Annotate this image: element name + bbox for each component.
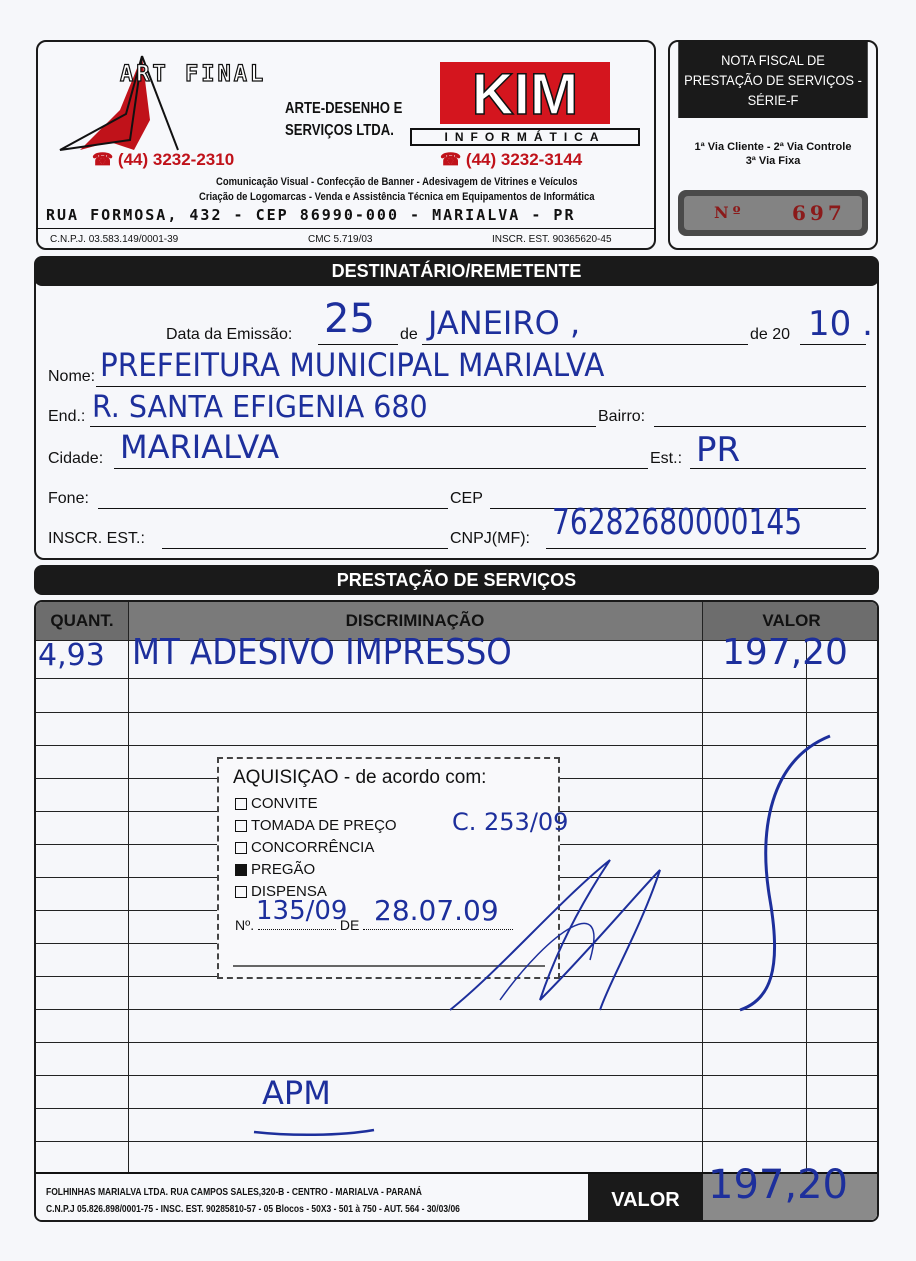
company-name-line2: SERVIÇOS LTDA. bbox=[285, 122, 394, 139]
invoice-copies bbox=[670, 140, 876, 168]
invoice-number: 697 bbox=[792, 201, 846, 225]
stamp-option-concorrencia-label: CONCORRÊNCIA bbox=[251, 839, 375, 856]
services-description-1: Comunicação Visual - Confecção de Banner - Adesivagem de Vitrines e Veículos bbox=[216, 176, 578, 188]
hw-stamp-no: 135/09 bbox=[256, 896, 348, 926]
hw-tomada-value: C. 253/09 bbox=[452, 808, 569, 836]
stamp-option-pregao-label: PREGÃO bbox=[251, 861, 316, 878]
stamp-option-tomada bbox=[235, 817, 397, 834]
company-name-line1: ARTE-DESENHO E bbox=[285, 100, 403, 117]
stamp-option-concorrencia bbox=[235, 839, 374, 856]
hw-name: PREFEITURA MUNICIPAL MARIALVA bbox=[100, 346, 605, 384]
hw-state: PR bbox=[696, 430, 741, 470]
signature-underline-icon bbox=[250, 1120, 380, 1140]
hw-city: MARIALVA bbox=[120, 428, 280, 466]
hw-address: R. SANTA EFIGENIA 680 bbox=[92, 390, 428, 425]
cnpj-label: CNPJ(MF): bbox=[450, 530, 530, 547]
phone-right: ☎ (44) 3232-3144 bbox=[440, 150, 583, 169]
stamp-option-convite-label: CONVITE bbox=[251, 795, 318, 812]
hw-year: 10 . bbox=[808, 304, 873, 344]
address-label: End.: bbox=[48, 408, 86, 425]
invoice-number-plate bbox=[678, 190, 868, 236]
kim-informatica: INFORMÁTICA bbox=[410, 128, 640, 146]
printer-info-line1: FOLHINHAS MARIALVA LTDA. RUA CAMPOS SALES,320-B - CENTRO - MARIALVA - PARANÁ bbox=[46, 1187, 422, 1198]
stamp-title: AQUISIÇAO - de acordo com: bbox=[233, 767, 487, 788]
invoice-number-inner bbox=[684, 196, 862, 230]
company-name bbox=[285, 98, 402, 142]
company-inscr: INSCR. EST. 90365620-45 bbox=[492, 234, 612, 245]
invoice-copies-line2: 3ª Via Fixa bbox=[745, 155, 801, 167]
hw-item-desc: MT ADESIVO IMPRESSO bbox=[132, 632, 512, 673]
name-label: Nome: bbox=[48, 368, 96, 385]
stamp-no-label: Nº. bbox=[235, 917, 255, 933]
signature-scribble-icon bbox=[440, 730, 860, 1040]
stamp-option-tomada-label: TOMADA DE PREÇO bbox=[251, 817, 397, 834]
company-cmc: CMC 5.719/03 bbox=[308, 234, 373, 245]
kim-logo-icon bbox=[440, 62, 610, 124]
hw-total-valor: 197,20 bbox=[708, 1162, 848, 1208]
invoice-copies-line1: 1ª Via Cliente - 2ª Via Controle bbox=[694, 141, 852, 153]
hw-item-quant: 4,93 bbox=[38, 638, 105, 673]
stamp-option-convite bbox=[235, 795, 318, 812]
phone-left: ☎ (44) 3232-2310 bbox=[92, 150, 235, 169]
col-quant-header: QUANT. bbox=[36, 602, 128, 640]
inscr-est-label: INSCR. EST.: bbox=[48, 530, 145, 547]
phone-right-number: (44) 3232-3144 bbox=[465, 150, 583, 169]
col-desc-header: DISCRIMINAÇÃO bbox=[128, 602, 702, 640]
issue-date-year-label: de 20 bbox=[750, 326, 791, 343]
issue-date-de-label: de bbox=[400, 326, 418, 343]
total-label: VALOR bbox=[588, 1174, 703, 1222]
hw-day: 25 bbox=[324, 296, 375, 342]
services-section-title: PRESTAÇÃO DE SERVIÇOS bbox=[34, 565, 879, 595]
issue-date-label: Data da Emissão: bbox=[166, 326, 293, 343]
hw-signature-note: APM bbox=[262, 1074, 331, 1112]
phone-label: Fone: bbox=[48, 490, 89, 507]
hw-month: JANEIRO , bbox=[428, 304, 581, 342]
services-description-2: Criação de Logomarcas - Venda e Assistência Técnica em Equipamentos de Informática bbox=[199, 191, 595, 203]
cep-label: CEP bbox=[450, 490, 483, 507]
invoice-number-box bbox=[668, 40, 878, 250]
art-final-logo-text: ART FINAL bbox=[120, 62, 267, 87]
stamp-option-dispensa-label: DISPENSA bbox=[251, 883, 327, 900]
state-label: Est.: bbox=[650, 450, 683, 467]
hw-stamp-date: 28.07.09 bbox=[374, 894, 499, 927]
recipient-section-title: DESTINATÁRIO/REMETENTE bbox=[34, 256, 879, 286]
kim-logo-text: KIM bbox=[471, 62, 579, 124]
stamp-option-pregao bbox=[235, 861, 315, 878]
phone-left-number: (44) 3232-2310 bbox=[117, 150, 235, 169]
printer-info bbox=[46, 1184, 460, 1218]
invoice-title: NOTA FISCAL DE PRESTAÇÃO DE SERVIÇOS - SÉRIE-F bbox=[678, 42, 868, 118]
district-label: Bairro: bbox=[598, 408, 646, 425]
printer-info-line2: C.N.P.J 05.826.898/0001-75 - INSC. EST. 90285810-57 - 05 Blocos - 50X3 - 501 à 750 - AUT. 564 - 30/03/06 bbox=[46, 1204, 460, 1215]
invoice-number-label: Nº bbox=[714, 203, 745, 222]
city-label: Cidade: bbox=[48, 450, 104, 467]
hw-cnpj: 76282680000145 bbox=[552, 502, 803, 543]
hw-item-valor: 197,20 bbox=[722, 632, 848, 673]
company-cnpj: C.N.P.J. 03.583.149/0001-39 bbox=[50, 234, 179, 245]
company-registration-row bbox=[36, 228, 656, 250]
company-address: RUA FORMOSA, 432 - CEP 86990-000 - MARIALVA - PR bbox=[46, 206, 576, 224]
col-valor-header: VALOR bbox=[702, 602, 879, 640]
stamp-de-label: DE bbox=[339, 917, 360, 933]
